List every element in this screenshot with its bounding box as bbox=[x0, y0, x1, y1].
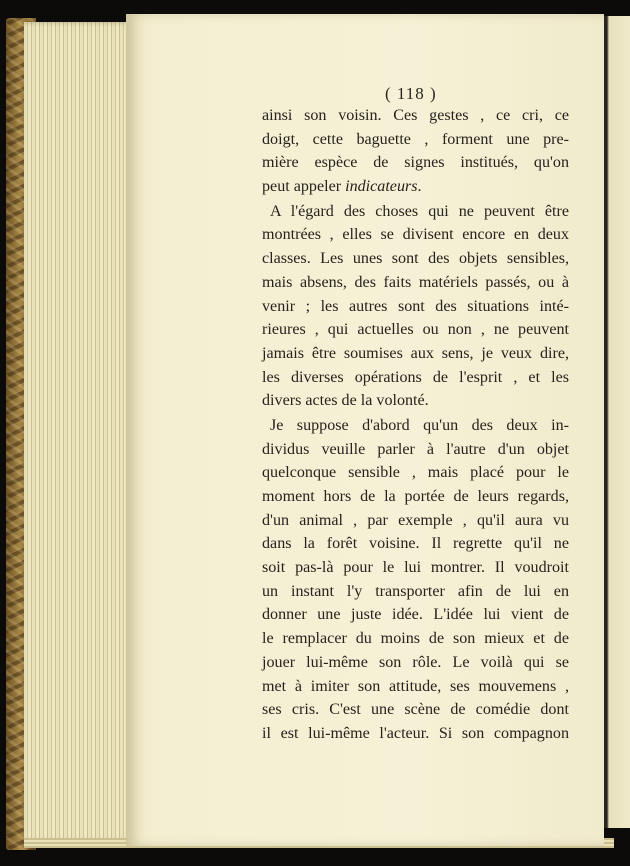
text-line: classes. Les unes sont des objets sensibles, bbox=[262, 250, 569, 268]
text-line: dividus veuille parler à l'autre d'un objet bbox=[262, 440, 569, 458]
italic-term: indicateurs bbox=[345, 178, 418, 196]
text-line: un instant l'y transporter afin de lui en bbox=[262, 582, 569, 600]
text-line: dans la forêt voisine. Il regrette qu'il ne bbox=[262, 535, 569, 553]
text-line: le remplacer du moins de son mieux et de bbox=[262, 630, 569, 648]
text-line: moment hors de la portée de leurs regards, bbox=[262, 488, 569, 505]
page-number: ( 118 ) bbox=[385, 84, 437, 103]
text-line bbox=[262, 175, 569, 199]
body-text bbox=[262, 104, 569, 746]
text-line: il est lui-même l'acteur. Si son compagnon bbox=[262, 724, 569, 742]
text-run: . bbox=[417, 178, 422, 196]
text-line: jamais être soumises aux sens, je veux dire, bbox=[262, 344, 569, 362]
text-line: mais absens, des faits matériels passés, ou à bbox=[262, 273, 569, 291]
text-line: ses cris. C'est une scène de comédie dont bbox=[262, 701, 569, 719]
text-line: venir ; les autres sont des situations inté- bbox=[262, 297, 569, 315]
text-run: peut appeler bbox=[262, 178, 346, 196]
page-edges bbox=[24, 22, 134, 842]
text-line: soit pas-là pour le lui montrer. Il voudroit bbox=[262, 559, 569, 577]
text-line: doigt, cette baguette , forment une pre- bbox=[262, 130, 569, 148]
facing-page-edge bbox=[604, 16, 630, 828]
text-line: d'un animal , par exemple , qu'il aura vu bbox=[262, 511, 569, 529]
text-line: divers actes de la volonté. bbox=[262, 392, 429, 410]
text-line: les diverses opérations de l'esprit , et les bbox=[262, 368, 569, 386]
text-line: met à imiter son attitude, ses mouvemens , bbox=[262, 677, 569, 695]
text-line: quelconque sensible , mais placé pour le bbox=[262, 464, 569, 482]
text-line: Je suppose d'abord qu'un des deux in- bbox=[270, 416, 569, 434]
text-line: jouer lui-même son rôle. Le voilà qui se bbox=[262, 653, 569, 671]
text-line: A l'égard des choses qui ne peuvent être bbox=[270, 202, 569, 220]
text-line: montrées , elles se divisent encore en deux bbox=[262, 226, 569, 244]
text-line: donner une juste idée. L'idée lui vient de bbox=[262, 606, 569, 624]
text-line: ainsi son voisin. Ces gestes , ce cri, ce bbox=[262, 107, 569, 124]
text-line: mière espèce de signes institués, qu'on bbox=[262, 154, 569, 172]
text-line: rieures , qui actuelles ou non , ne peuvent bbox=[262, 321, 569, 339]
